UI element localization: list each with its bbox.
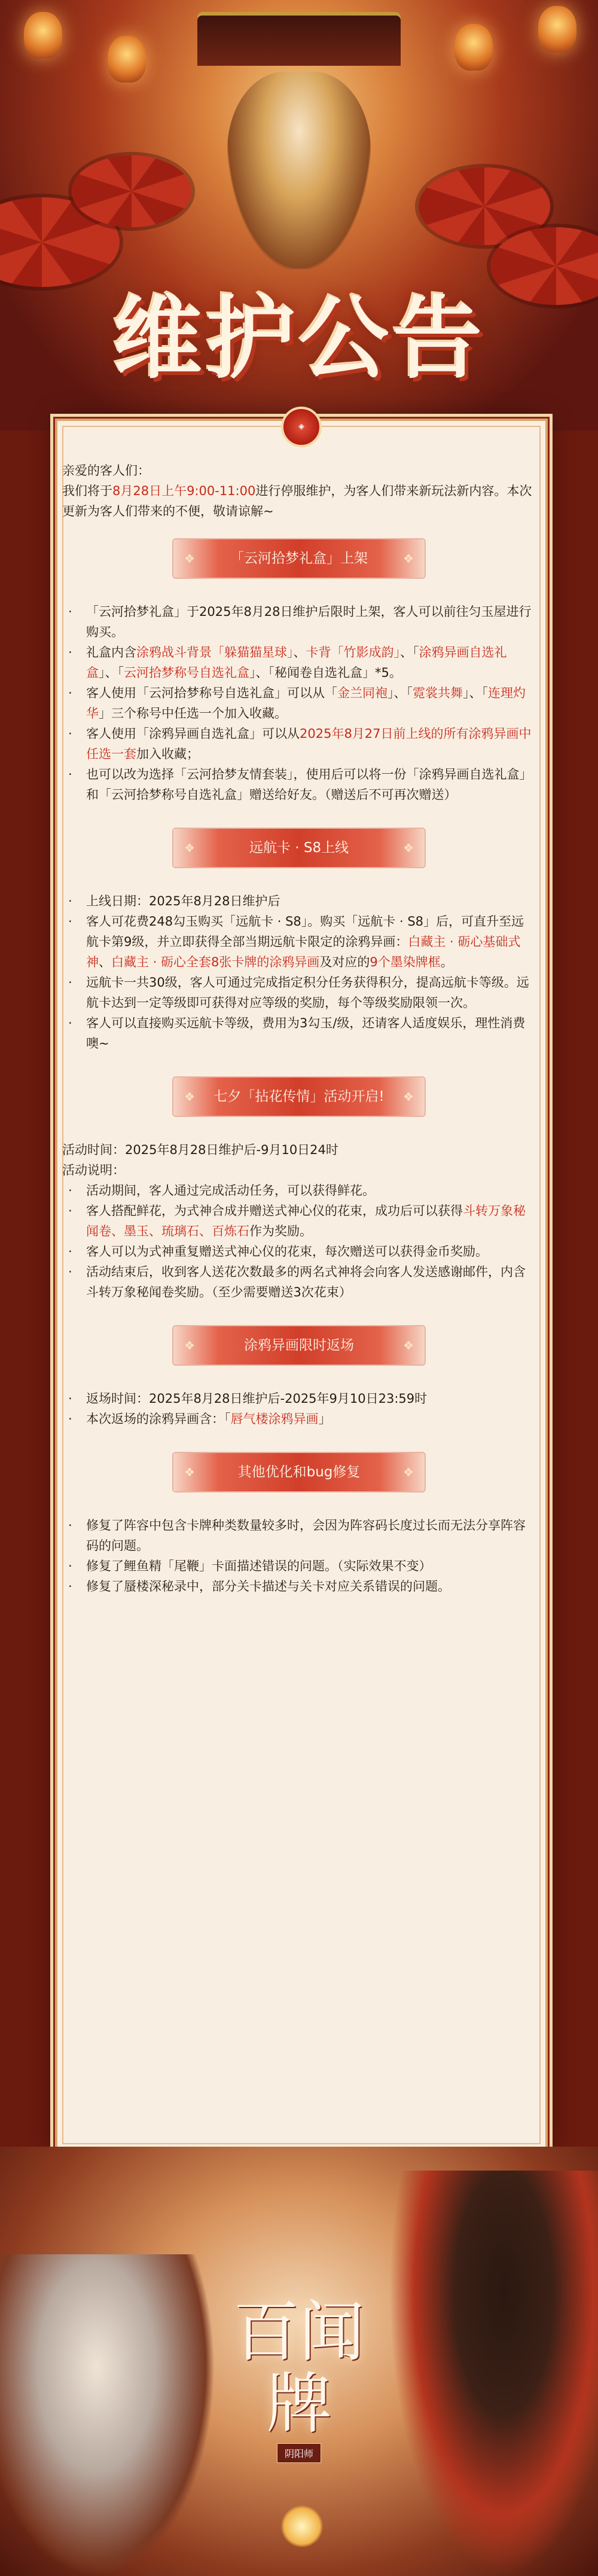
highlight-text: 连理灼华 — [86, 686, 526, 721]
intro-part: 进行停服维护，为客人们带来新玩法新内容。本次更新为客人们带来的不便，敬请谅解~ — [62, 484, 532, 518]
list-item: · 上线日期：2025年8月28日维护后 — [68, 894, 280, 908]
highlight-text: 涂鸦异画自选礼盒 — [86, 645, 507, 680]
item-text: 上线日期：2025年8月28日维护后 — [86, 894, 280, 908]
character-illustration — [0, 2254, 215, 2576]
item-text: 礼盒内含 — [86, 645, 136, 660]
item-text: 」、「 — [99, 666, 124, 680]
section-title-art-return: ❖ 涂鸦异画限时返场 ❖ — [173, 1326, 425, 1365]
list-item: · 修复了阵容中包含卡牌种类数量较多时，会因为阵容码长度过长而无法分享阵容码的问题。 — [68, 1518, 526, 1553]
section-qixi-event — [62, 1140, 536, 1302]
umbrella-icon — [72, 155, 191, 227]
page-title: 维护公告 — [112, 286, 486, 391]
highlight-text: 唇气楼涂鸦异画 — [230, 1412, 319, 1426]
highlight-text: 白藏主 · 砺心全套8张卡牌的涂鸦异画 — [111, 955, 320, 969]
section-title-bug-fixes: ❖ 其他优化和bug修复 ❖ — [173, 1453, 425, 1491]
section-art-return — [62, 1388, 536, 1429]
item-text: 」、「秘闻卷自选礼盒」*5。 — [249, 666, 402, 680]
lantern-icon — [538, 6, 576, 53]
section-title-voyage-card: ❖ 远航卡 · S8上线 ❖ — [173, 829, 425, 867]
item-text: 、 — [99, 955, 111, 969]
event-time: 活动时间：2025年8月28日维护后-9月10日24时 — [62, 1143, 338, 1157]
item-text: 加入收藏； — [136, 747, 199, 761]
list-item: · 本次返场的涂鸦异画含：「唇气楼涂鸦异画」 — [68, 1412, 331, 1426]
item-text: 」、「 — [463, 686, 488, 700]
list-item: · 客人可以为式神重复赠送式神心仪的花束，每次赠送可以获得金币奖励。 — [68, 1244, 488, 1259]
greeting: 亲爱的客人们： — [62, 463, 150, 478]
list-item: · 客人可花费248勾玉购买「远航卡 · S8」。购买「远航卡 · S8」后，可直升至远航卡第9级，并立即获得全部当期远航卡限定的涂鸦异画：白藏主 · 砺心基础式神、白藏主 · 砺心全套8张卡牌的涂鸦异画及对应的9个墨染牌框。 — [68, 914, 524, 969]
highlight-text: 2025年8月27日前上线的所有涂鸦异画中任选一套 — [86, 727, 532, 761]
item-text: 」三个称号中任选一个加入收藏。 — [99, 706, 287, 721]
item-text: 「云河拾梦礼盒」于2025年8月28日维护后限时上架，客人可以前往匀玉屋进行购买。 — [86, 605, 532, 639]
seal-icon: ◈ — [281, 407, 322, 447]
item-text: 活动期间，客人通过完成活动任务，可以获得鲜花。 — [86, 1183, 375, 1198]
item-text: 作为奖励。 — [249, 1224, 312, 1238]
item-text: 修复了阵容中包含卡牌种类数量较多时，会因为阵容码长度过长而无法分享阵容码的问题。 — [86, 1518, 526, 1553]
list-item: · 客人使用「涂鸦异画自选礼盒」可以从2025年8月27日前上线的所有涂鸦异画中任选一套加入收藏； — [68, 727, 532, 761]
list-item: · 礼盒内含涂鸦战斗背景「躲猫猫星球」、卡背「竹影成韵」、「涂鸦异画自选礼盒」、「云河拾梦称号自选礼盒」、「秘闻卷自选礼盒」*5。 — [68, 645, 507, 680]
item-text: 修复了鲤鱼精「尾鞭」卡面描述错误的问题。（实际效果不变） — [86, 1559, 432, 1573]
section-title-qixi-event: ❖ 七夕「拈花传情」活动开启! ❖ — [173, 1078, 425, 1116]
item-text: 本次返场的涂鸦异画含：「 — [86, 1412, 231, 1426]
maintenance-time: 8月28日上午9:00-11:00 — [112, 484, 256, 498]
list-item: · 「云河拾梦礼盒」于2025年8月28日维护后限时上架，客人可以前往匀玉屋进行购买。 — [68, 605, 532, 639]
item-text: 也可以改为选择「云河拾梦友情套装」，使用后可以将一份「涂鸦异画自选礼盒」和「云河拾梦称号自选礼盒」赠送给好友。（赠送后不可再次赠送） — [86, 767, 532, 802]
highlight-text: 云河拾梦称号自选礼盒 — [124, 666, 249, 680]
item-text: 及对应的 — [319, 955, 370, 969]
item-text: 」、「 — [388, 686, 413, 700]
item-text: 客人可以为式神重复赠送式神心仪的花束，每次赠送可以获得金币奖励。 — [86, 1244, 488, 1259]
list-item: · 活动结束后，收到客人送花次数最多的两名式神将会向客人发送感谢邮件，内含斗转万象秘闻卷奖励。（至少需要赠送3次花束） — [68, 1265, 526, 1299]
list-item: · 客人可以直接购买远航卡等级，费用为3勾玉/级，还请客人适度娱乐，理性消费噢~ — [68, 1016, 526, 1051]
list-item: · 远航卡一共30级，客人可通过完成指定积分任务获得积分，提高远航卡等级。远航卡达到一定等级即可获得对应等级的奖励，每个等级奖励限领一次。 — [68, 975, 529, 1010]
list-item: · 客人搭配鲜花，为式神合成并赠送式神心仪的花束，成功后可以获得斗转万象秘闻卷、墨玉、琉璃石、百炼石作为奖励。 — [68, 1204, 526, 1238]
highlight-text: 卡背「竹影成韵」 — [306, 645, 400, 660]
list-item: · 客人使用「云河拾梦称号自选礼盒」可以从「金兰同袍」、「霓裳共舞」、「连理灼华」三个称号中任选一个加入收藏。 — [68, 686, 526, 721]
announcement-content — [62, 460, 536, 1620]
lantern-glow-icon — [281, 2505, 323, 2547]
header-banner — [0, 0, 598, 431]
item-text: 、 — [293, 645, 306, 660]
item-text: 。 — [440, 955, 453, 969]
item-text: 客人搭配鲜花，为式神合成并赠送式神心仪的花束，成功后可以获得 — [86, 1204, 463, 1218]
highlight-text: 涂鸦战斗背景「躲猫猫星球」 — [136, 645, 294, 660]
list-item: · 修复了鲤鱼精「尾鞭」卡面描述错误的问题。（实际效果不变） — [68, 1559, 432, 1573]
item-text: 客人使用「云河拾梦称号自选礼盒」可以从「 — [86, 686, 337, 700]
highlight-text: 9个墨染牌框 — [370, 955, 441, 969]
section-gift-box — [62, 602, 536, 805]
section-voyage-card — [62, 891, 536, 1054]
lantern-icon — [454, 24, 493, 71]
highlight-text: 金兰同袍 — [337, 686, 388, 700]
list-item: · 也可以改为选择「云河拾梦友情套装」，使用后可以将一份「涂鸦异画自选礼盒」和「云河拾梦称号自选礼盒」赠送给好友。（赠送后不可再次赠送） — [68, 767, 532, 802]
item-text: 活动结束后，收到客人送花次数最多的两名式神将会向客人发送感谢邮件，内含斗转万象秘闻卷奖励。（至少需要赠送3次花束） — [86, 1265, 526, 1299]
intro-part: 我们将于 — [62, 484, 112, 498]
logo-title: 百闻牌 — [233, 2294, 365, 2442]
game-logo — [227, 2296, 371, 2476]
lantern-icon — [24, 12, 62, 59]
highlight-text: 霓裳共舞 — [413, 686, 463, 700]
section-title-gift-box: ❖ 「云河拾梦礼盒」上架 ❖ — [173, 539, 425, 578]
item-text: 、「 — [400, 645, 419, 660]
event-desc-label: 活动说明： — [62, 1163, 125, 1177]
section-bug-fixes — [62, 1515, 536, 1597]
highlight-text: 斗转万象秘闻卷、墨玉、琉璃石、百炼石 — [86, 1204, 526, 1238]
item-text: 返场时间：2025年8月28日维护后-2025年9月10日23:59时 — [86, 1391, 428, 1406]
intro-text — [62, 481, 536, 521]
highlight-text: 白藏主 · 砺心基础式神 — [86, 935, 521, 969]
item-text: 客人可花费248勾玉购买「远航卡 · S8」。购买「远航卡 · S8」后，可直升至远航卡第9级，并立即获得全部当期远航卡限定的涂鸦异画： — [86, 914, 524, 949]
item-text: 客人可以直接购买远航卡等级，费用为3勾玉/级，还请客人适度娱乐，理性消费噢~ — [86, 1016, 526, 1051]
list-item: · 修复了蜃楼深秘录中，部分关卡描述与关卡对应关系错误的问题。 — [68, 1579, 450, 1594]
character-illustration — [389, 2171, 598, 2576]
pavilion-roof — [197, 12, 401, 66]
item-text: 客人使用「涂鸦异画自选礼盒」可以从 — [86, 727, 300, 741]
item-text: 修复了蜃楼深秘录中，部分关卡描述与关卡对应关系错误的问题。 — [86, 1579, 450, 1594]
footer-banner — [0, 2147, 598, 2576]
item-text: 远航卡一共30级，客人可通过完成指定积分任务获得积分，提高远航卡等级。远航卡达到一定等级即可获得对应等级的奖励，每个等级奖励限领一次。 — [86, 975, 529, 1010]
item-text: 」 — [318, 1412, 331, 1426]
lantern-icon — [108, 36, 146, 83]
list-item: · 活动期间，客人通过完成活动任务，可以获得鲜花。 — [68, 1183, 375, 1198]
list-item: · 返场时间：2025年8月28日维护后-2025年9月10日23:59时 — [68, 1391, 428, 1406]
logo-subtitle: 阴阳师 — [277, 2443, 321, 2463]
character-illustration — [227, 72, 371, 269]
